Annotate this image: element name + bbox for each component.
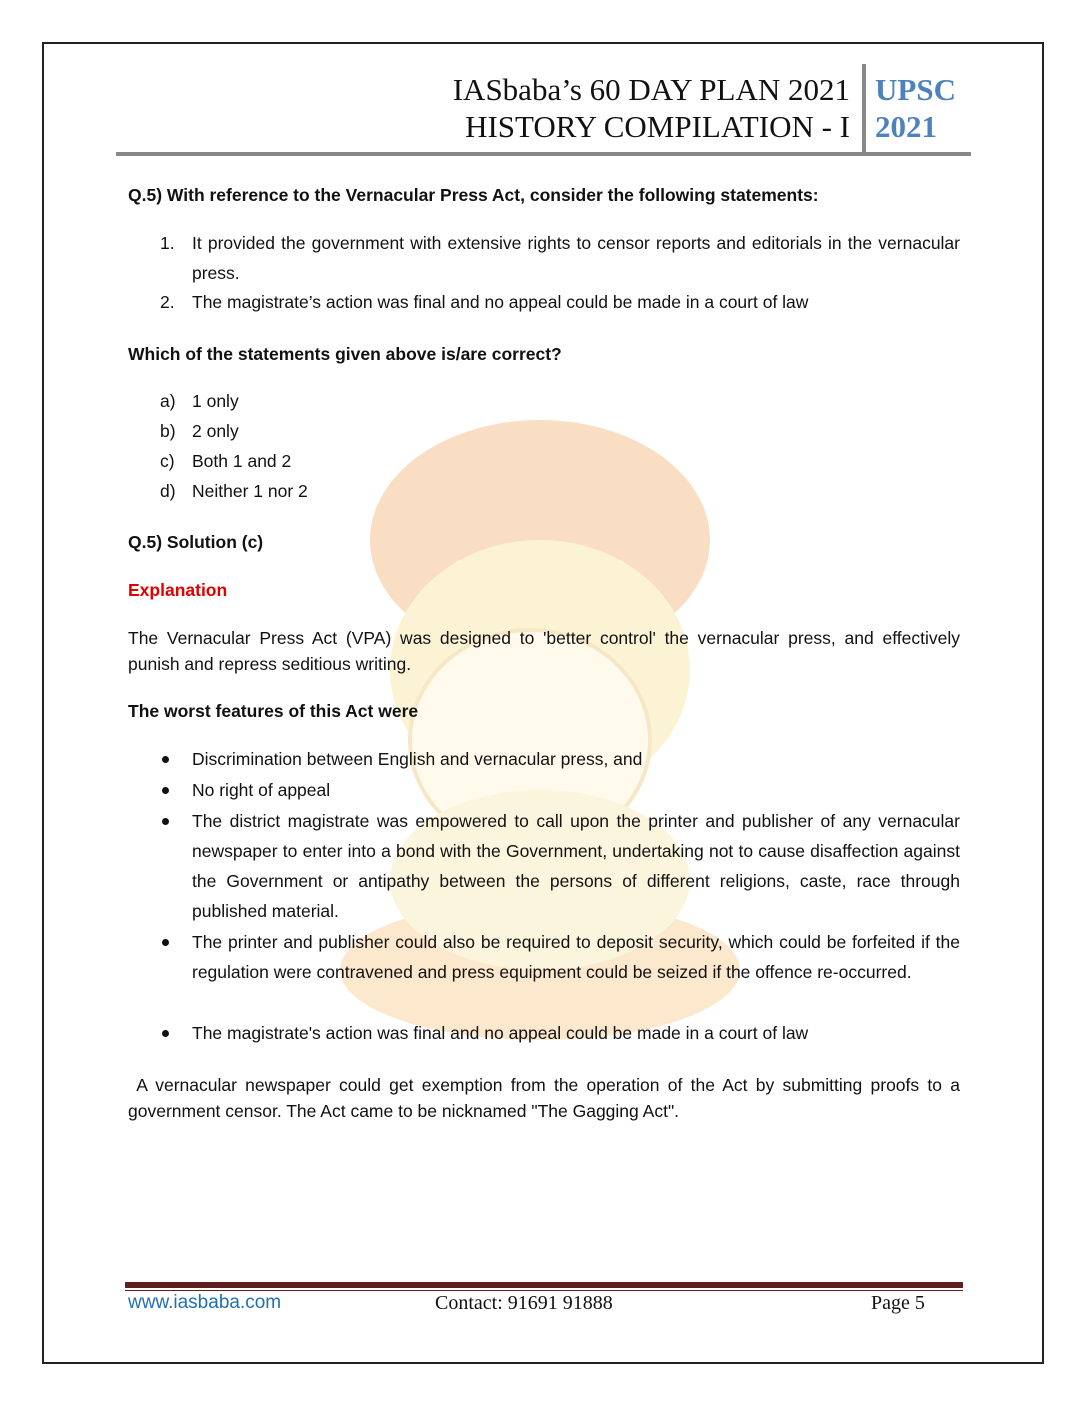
option-item	[128, 416, 960, 446]
option-text: 2 only	[192, 421, 239, 441]
option-marker: c)	[160, 451, 175, 471]
statement-item	[128, 287, 960, 317]
feature-item	[128, 744, 960, 774]
header-title-line1: IASbaba’s 60 DAY PLAN 2021	[452, 72, 850, 107]
bullet-icon	[162, 756, 169, 763]
feature-item	[128, 1018, 960, 1048]
closing-paragraph: A vernacular newspaper could get exemption from the operation of the Act by submitting proofs to a government censor. The Act came to be nicknamed "The Gagging Act".	[128, 1075, 965, 1121]
list-marker: 1.	[160, 233, 175, 253]
option-item	[128, 476, 960, 506]
option-marker: b)	[160, 421, 176, 441]
question-title: Q.5) With reference to the Vernacular Press Act, consider the following statements:	[128, 185, 819, 205]
website-link[interactable]: www.iasbaba.com	[128, 1292, 282, 1313]
header-badge-line1: UPSC	[875, 72, 956, 107]
option-marker: d)	[160, 481, 176, 501]
header-badge-line2: 2021	[875, 109, 937, 144]
feature-text: The magistrate's action was final and no appeal could be made in a court of law	[192, 1023, 809, 1043]
feature-item	[128, 775, 960, 805]
bullet-icon	[162, 787, 169, 794]
footer-rule-thin	[125, 1290, 963, 1291]
explanation-label: Explanation	[128, 580, 228, 600]
option-item	[128, 386, 960, 416]
feature-text: The district magistrate was empowered to call upon the printer and publisher of any vernacular newspaper to enter into a bond with the Government, undertaking not to cause disaffection against the Government or antipathy between the persons of different religions, caste, race through published material.	[192, 811, 960, 921]
bullet-icon	[162, 1030, 169, 1037]
statement-item	[128, 228, 960, 288]
statement-text: It provided the government with extensive rights to censor reports and editorials in the vernacular press.	[192, 233, 960, 283]
feature-text: Discrimination between English and vernacular press, and	[192, 749, 643, 769]
option-item	[128, 446, 960, 476]
option-text: Both 1 and 2	[192, 451, 292, 471]
list-marker: 2.	[160, 292, 175, 312]
solution-intro: The Vernacular Press Act (VPA) was designed to 'better control' the vernacular press, and effectively punish and repress seditious writing.	[128, 628, 960, 674]
feature-item	[128, 927, 960, 987]
footer-rule	[125, 1282, 963, 1288]
statement-text: The magistrate’s action was final and no appeal could be made in a court of law	[192, 292, 809, 312]
feature-text: No right of appeal	[192, 780, 331, 800]
page-number: Page 5	[871, 1292, 925, 1314]
header-title-line2: HISTORY COMPILATION - I	[465, 109, 850, 144]
features-heading: The worst features of this Act were	[128, 701, 419, 721]
header-divider	[862, 64, 866, 154]
bullet-icon	[162, 818, 169, 825]
option-text: Neither 1 nor 2	[192, 481, 308, 501]
header-rule	[116, 152, 971, 156]
option-marker: a)	[160, 391, 176, 411]
question-prompt: Which of the statements given above is/are correct?	[128, 344, 562, 364]
solution-title: Q.5) Solution (c)	[128, 532, 264, 552]
feature-text: The printer and publisher could also be required to deposit security, which could be forfeited if the regulation were contravened and press equipment could be seized if the offence re-occurred.	[192, 932, 960, 982]
footer-contact: Contact: 91691 91888	[435, 1292, 613, 1314]
feature-item	[128, 806, 960, 926]
bullet-icon	[162, 939, 169, 946]
option-text: 1 only	[192, 391, 239, 411]
